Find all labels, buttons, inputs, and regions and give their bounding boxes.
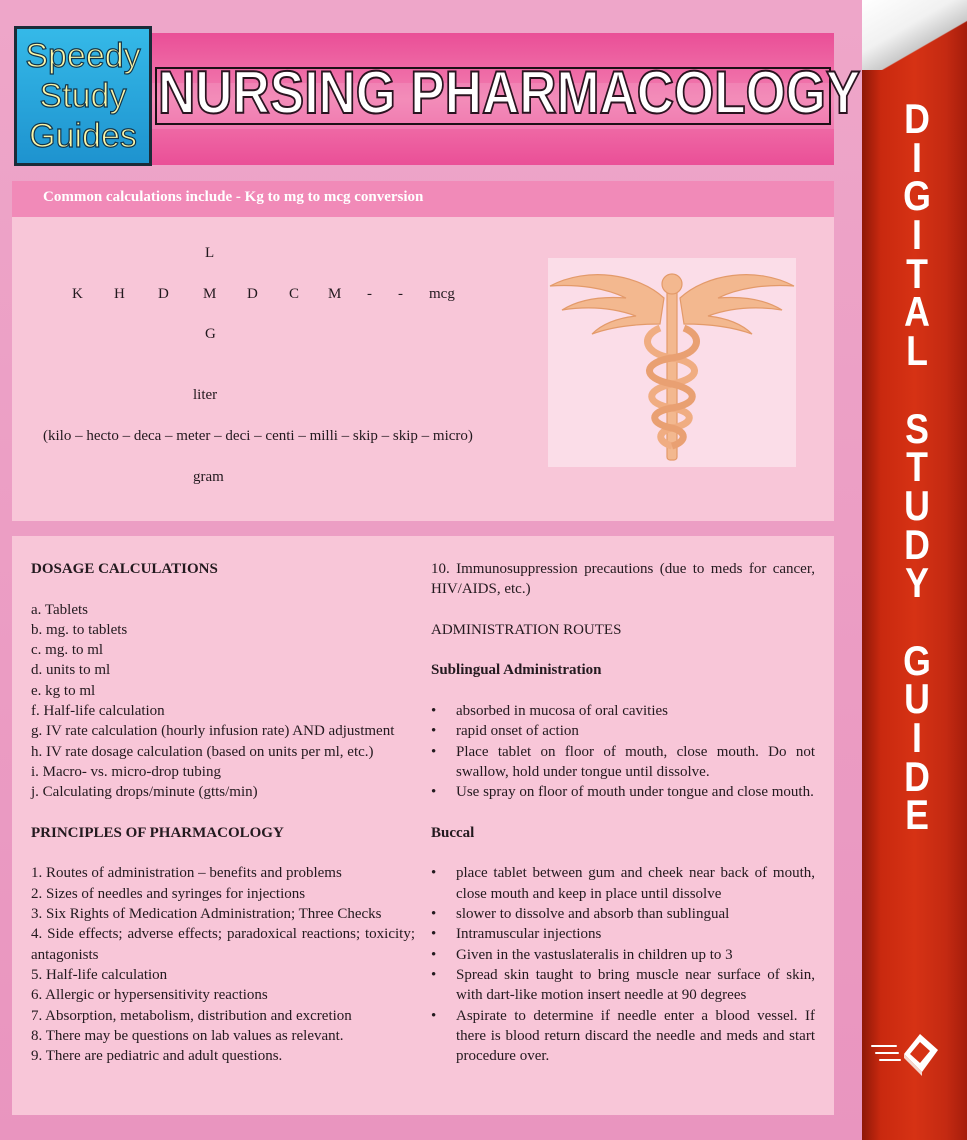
list-item: 3. Six Rights of Medication Administration; Three Checks [31, 906, 382, 923]
calc-heading: Common calculations include - Kg to mg to mcg conversion [43, 189, 424, 205]
list-item: 8. There may be questions on lab values as relevant. [31, 1027, 344, 1044]
page-title: NURSING PHARMACOLOGY [158, 59, 861, 126]
list-item: 10. Immunosuppression precautions (due to meds for cancer, HIV/AIDS, etc.) [431, 561, 815, 598]
calc-row-letter: H [114, 286, 125, 302]
list-item: h. IV rate dosage calculation (based on units per ml, etc.) [31, 743, 374, 760]
list-item: 2. Sizes of needles and syringes for injections [31, 885, 306, 902]
logo-line-1: Speedy [25, 37, 141, 75]
page-curl [862, 0, 967, 70]
bullet-item: • slower to dissolve and absorb than sublingual [431, 904, 815, 924]
bullet-item: • Aspirate to determine if needle enter a blood vessel. If there is blood return discard the needle and meds and start procedure over. [431, 1006, 815, 1067]
calc-bottom-letter: G [205, 326, 216, 342]
calc-gram: gram [193, 469, 224, 485]
sublingual-list [431, 701, 815, 802]
spine-letter: I [912, 714, 922, 761]
left-column [31, 559, 415, 1066]
spine-letter: Y [905, 559, 929, 607]
bullet-item: • Given in the vastuslateralis in children up to 3 [431, 945, 815, 965]
speedy-study-guides-logo [14, 26, 152, 166]
calc-row-letter: - [398, 286, 403, 302]
spine-letter: D [904, 752, 930, 800]
list-item: j. Calculating drops/minute (gtts/min) [31, 784, 258, 801]
bullet-item: • absorbed in mucosa of oral cavities [431, 701, 815, 721]
principles-heading: PRINCIPLES OF PHARMACOLOGY [31, 824, 284, 841]
spine-letter: S [905, 404, 929, 452]
bullet-item: • Use spray on floor of mouth under tongue and close mouth. [431, 782, 815, 802]
sublingual-heading: Sublingual Administration [431, 662, 602, 679]
spine-title [895, 95, 939, 839]
buccal-heading: Buccal [431, 824, 475, 841]
spine-letter: U [904, 481, 930, 529]
list-item: 5. Half-life calculation [31, 966, 168, 983]
bullet-item: • Intramuscular injections [431, 924, 815, 944]
calc-row-letter: - [367, 286, 372, 302]
calc-top-letter: L [205, 245, 215, 261]
calc-row-letter: K [72, 286, 83, 302]
list-item: d. units to ml [31, 662, 111, 679]
spine-letter: I [912, 211, 922, 259]
dosage-heading: DOSAGE CALCULATIONS [31, 561, 218, 577]
list-item: 4. Side effects; adverse effects; paradoxical reactions; toxicity; antagonists [31, 926, 415, 963]
right-column [431, 559, 815, 1066]
spine-letter: T [906, 443, 928, 491]
list-item: i. Macro- vs. micro-drop tubing [31, 763, 221, 780]
list-item: 9. There are pediatric and adult questions. [31, 1048, 283, 1065]
logo-line-2: Study [39, 77, 127, 115]
buccal-list [431, 863, 815, 1066]
list-item: e. kg to ml [31, 682, 96, 699]
list-item: 1. Routes of administration – benefits and problems [31, 865, 342, 882]
list-item: f. Half-life calculation [31, 703, 165, 720]
spine-letter: U [904, 675, 930, 723]
spine-letter: D [904, 520, 930, 568]
spine-letter: D [904, 95, 930, 142]
caduceus-icon [548, 258, 796, 467]
calc-row-letter: M [203, 286, 217, 302]
bullet-item: • Place tablet on floor of mouth, close mouth. Do not swallow, hold under tongue until dissolve. [431, 742, 815, 783]
spine-letter: L [906, 327, 928, 375]
logo-line-3: Guides [29, 117, 137, 155]
list-item: c. mg. to ml [31, 642, 104, 659]
calc-row-unit: mcg [429, 286, 455, 302]
spine-letter: I [912, 133, 922, 181]
calc-heading-bar [12, 181, 834, 217]
calc-row-letter: D [247, 286, 258, 302]
list-item: g. IV rate calculation (hourly infusion rate) AND adjustment [31, 723, 395, 740]
calc-row-letter: C [289, 286, 300, 302]
bullet-item: • rapid onset of action [431, 721, 815, 741]
book-icon [870, 1028, 942, 1085]
calc-row-letter: D [158, 286, 169, 302]
spine-letter: E [905, 791, 929, 839]
list-item: 7. Absorption, metabolism, distribution and excretion [31, 1007, 352, 1024]
list-item: b. mg. to tablets [31, 621, 128, 638]
spine-letter: T [906, 249, 928, 297]
spine-letter: G [903, 636, 931, 684]
bullet-item: • place tablet between gum and cheek near back of mouth, close mouth and keep in place until dissolve [431, 863, 815, 904]
calc-liter: liter [193, 387, 218, 403]
calc-row-letter: M [328, 286, 342, 302]
list-item: 6. Allergic or hypersensitivity reactions [31, 987, 268, 1004]
spine-letter: A [904, 288, 930, 336]
list-item: a. Tablets [31, 601, 88, 618]
routes-heading: ADMINISTRATION ROUTES [431, 621, 622, 638]
spine-letter: G [903, 172, 931, 220]
bullet-item: • Spread skin taught to bring muscle near surface of skin, with dart-like motion insert needle at 90 degrees [431, 965, 815, 1006]
calc-prefix-line: (kilo – hecto – deca – meter – deci – centi – milli – skip – skip – micro) [43, 428, 473, 444]
